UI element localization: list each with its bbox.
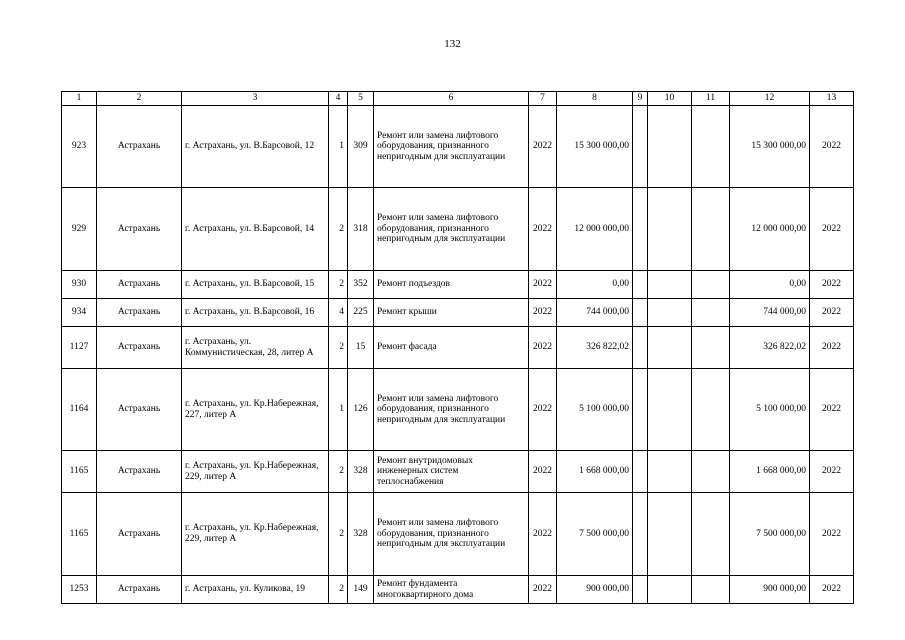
col-11-cell xyxy=(692,369,730,451)
col-11-cell xyxy=(692,493,730,576)
total-cell: 5 100 000,00 xyxy=(730,369,810,451)
column-number-header: 9 xyxy=(633,92,648,106)
count-cell: 2 xyxy=(329,271,348,299)
col-9-cell xyxy=(633,451,648,493)
address-cell: г. Астрахань, ул. Кр.Набережная, 229, литер А xyxy=(182,493,329,576)
total-cell: 1 668 000,00 xyxy=(730,451,810,493)
count-cell: 1 xyxy=(329,369,348,451)
col-11-cell xyxy=(692,451,730,493)
col-10-cell xyxy=(648,106,692,188)
total-cell: 7 500 000,00 xyxy=(730,493,810,576)
code-cell: 328 xyxy=(348,493,374,576)
work-type-cell: Ремонт или замена лифтового оборудования, признанного непригодным для эксплуатации xyxy=(374,106,529,188)
column-number-header: 1 xyxy=(62,92,97,106)
address-cell: г. Астрахань, ул. В.Барсовой, 15 xyxy=(182,271,329,299)
amount-cell: 1 668 000,00 xyxy=(557,451,633,493)
city-cell: Астрахань xyxy=(97,188,182,271)
year-cell: 2022 xyxy=(529,188,557,271)
amount-cell: 7 500 000,00 xyxy=(557,493,633,576)
column-number-row xyxy=(62,92,854,106)
year-cell: 2022 xyxy=(529,327,557,369)
code-cell: 352 xyxy=(348,271,374,299)
amount-cell: 12 000 000,00 xyxy=(557,188,633,271)
end-year-cell: 2022 xyxy=(810,299,854,327)
row-id-cell: 930 xyxy=(62,271,97,299)
column-number-header: 5 xyxy=(348,92,374,106)
city-cell: Астрахань xyxy=(97,576,182,604)
row-id-cell: 929 xyxy=(62,188,97,271)
col-11-cell xyxy=(692,188,730,271)
city-cell: Астрахань xyxy=(97,369,182,451)
city-cell: Астрахань xyxy=(97,106,182,188)
column-number-header: 12 xyxy=(730,92,810,106)
count-cell: 1 xyxy=(329,106,348,188)
city-cell: Астрахань xyxy=(97,451,182,493)
amount-cell: 0,00 xyxy=(557,271,633,299)
row-id-cell: 934 xyxy=(62,299,97,327)
year-cell: 2022 xyxy=(529,493,557,576)
row-id-cell: 1253 xyxy=(62,576,97,604)
column-number-header: 7 xyxy=(529,92,557,106)
address-cell: г. Астрахань, ул. В.Барсовой, 16 xyxy=(182,299,329,327)
col-9-cell xyxy=(633,106,648,188)
address-cell: г. Астрахань, ул. Кр.Набережная, 227, литер А xyxy=(182,369,329,451)
address-cell: г. Астрахань, ул. В.Барсовой, 12 xyxy=(182,106,329,188)
page-number: 132 xyxy=(444,38,461,50)
count-cell: 2 xyxy=(329,188,348,271)
end-year-cell: 2022 xyxy=(810,369,854,451)
end-year-cell: 2022 xyxy=(810,493,854,576)
code-cell: 225 xyxy=(348,299,374,327)
address-cell: г. Астрахань, ул. В.Барсовой, 14 xyxy=(182,188,329,271)
row-id-cell: 1127 xyxy=(62,327,97,369)
count-cell: 2 xyxy=(329,451,348,493)
address-cell: г. Астрахань, ул. Коммунистическая, 28, литер А xyxy=(182,327,329,369)
table-row xyxy=(62,451,854,493)
registry-table xyxy=(61,91,854,604)
code-cell: 318 xyxy=(348,188,374,271)
work-type-cell: Ремонт или замена лифтового оборудования, признанного непригодным для эксплуатации xyxy=(374,188,529,271)
col-10-cell xyxy=(648,299,692,327)
work-type-cell: Ремонт или замена лифтового оборудования, признанного непригодным для эксплуатации xyxy=(374,493,529,576)
total-cell: 744 000,00 xyxy=(730,299,810,327)
amount-cell: 744 000,00 xyxy=(557,299,633,327)
col-9-cell xyxy=(633,327,648,369)
end-year-cell: 2022 xyxy=(810,451,854,493)
row-id-cell: 1164 xyxy=(62,369,97,451)
row-id-cell: 1165 xyxy=(62,493,97,576)
total-cell: 12 000 000,00 xyxy=(730,188,810,271)
col-10-cell xyxy=(648,451,692,493)
code-cell: 149 xyxy=(348,576,374,604)
amount-cell: 5 100 000,00 xyxy=(557,369,633,451)
year-cell: 2022 xyxy=(529,369,557,451)
col-11-cell xyxy=(692,299,730,327)
end-year-cell: 2022 xyxy=(810,188,854,271)
count-cell: 2 xyxy=(329,493,348,576)
column-number-header: 11 xyxy=(692,92,730,106)
work-type-cell: Ремонт фасада xyxy=(374,327,529,369)
col-11-cell xyxy=(692,327,730,369)
row-id-cell: 923 xyxy=(62,106,97,188)
city-cell: Астрахань xyxy=(97,299,182,327)
code-cell: 309 xyxy=(348,106,374,188)
work-type-cell: Ремонт внутридомовых инженерных систем теплоснабжения xyxy=(374,451,529,493)
col-10-cell xyxy=(648,327,692,369)
city-cell: Астрахань xyxy=(97,271,182,299)
year-cell: 2022 xyxy=(529,451,557,493)
end-year-cell: 2022 xyxy=(810,106,854,188)
count-cell: 2 xyxy=(329,327,348,369)
col-10-cell xyxy=(648,369,692,451)
year-cell: 2022 xyxy=(529,106,557,188)
code-cell: 126 xyxy=(348,369,374,451)
col-9-cell xyxy=(633,271,648,299)
end-year-cell: 2022 xyxy=(810,271,854,299)
work-type-cell: Ремонт фундамента многоквартирного дома xyxy=(374,576,529,604)
total-cell: 0,00 xyxy=(730,271,810,299)
code-cell: 328 xyxy=(348,451,374,493)
work-type-cell: Ремонт или замена лифтового оборудования, признанного непригодным для эксплуатации xyxy=(374,369,529,451)
table-row xyxy=(62,188,854,271)
column-number-header: 2 xyxy=(97,92,182,106)
table-row xyxy=(62,327,854,369)
table-row xyxy=(62,271,854,299)
work-type-cell: Ремонт подъездов xyxy=(374,271,529,299)
total-cell: 326 822,02 xyxy=(730,327,810,369)
work-type-cell: Ремонт крыши xyxy=(374,299,529,327)
col-9-cell xyxy=(633,188,648,271)
amount-cell: 900 000,00 xyxy=(557,576,633,604)
code-cell: 15 xyxy=(348,327,374,369)
column-number-header: 10 xyxy=(648,92,692,106)
address-cell: г. Астрахань, ул. Куликова, 19 xyxy=(182,576,329,604)
col-9-cell xyxy=(633,493,648,576)
column-number-header: 8 xyxy=(557,92,633,106)
col-10-cell xyxy=(648,271,692,299)
column-number-header: 6 xyxy=(374,92,529,106)
col-9-cell xyxy=(633,576,648,604)
total-cell: 900 000,00 xyxy=(730,576,810,604)
city-cell: Астрахань xyxy=(97,327,182,369)
total-cell: 15 300 000,00 xyxy=(730,106,810,188)
col-11-cell xyxy=(692,576,730,604)
end-year-cell: 2022 xyxy=(810,327,854,369)
amount-cell: 326 822,02 xyxy=(557,327,633,369)
column-number-header: 4 xyxy=(329,92,348,106)
end-year-cell: 2022 xyxy=(810,576,854,604)
col-10-cell xyxy=(648,493,692,576)
city-cell: Астрахань xyxy=(97,493,182,576)
table-row xyxy=(62,493,854,576)
table-row xyxy=(62,299,854,327)
amount-cell: 15 300 000,00 xyxy=(557,106,633,188)
col-10-cell xyxy=(648,576,692,604)
column-number-header: 13 xyxy=(810,92,854,106)
col-11-cell xyxy=(692,106,730,188)
col-10-cell xyxy=(648,188,692,271)
count-cell: 2 xyxy=(329,576,348,604)
table-row xyxy=(62,576,854,604)
col-9-cell xyxy=(633,299,648,327)
count-cell: 4 xyxy=(329,299,348,327)
table-row xyxy=(62,106,854,188)
col-11-cell xyxy=(692,271,730,299)
column-number-header: 3 xyxy=(182,92,329,106)
row-id-cell: 1165 xyxy=(62,451,97,493)
col-9-cell xyxy=(633,369,648,451)
year-cell: 2022 xyxy=(529,576,557,604)
year-cell: 2022 xyxy=(529,271,557,299)
table-body xyxy=(62,106,854,604)
address-cell: г. Астрахань, ул. Кр.Набережная, 229, литер А xyxy=(182,451,329,493)
year-cell: 2022 xyxy=(529,299,557,327)
table-row xyxy=(62,369,854,451)
